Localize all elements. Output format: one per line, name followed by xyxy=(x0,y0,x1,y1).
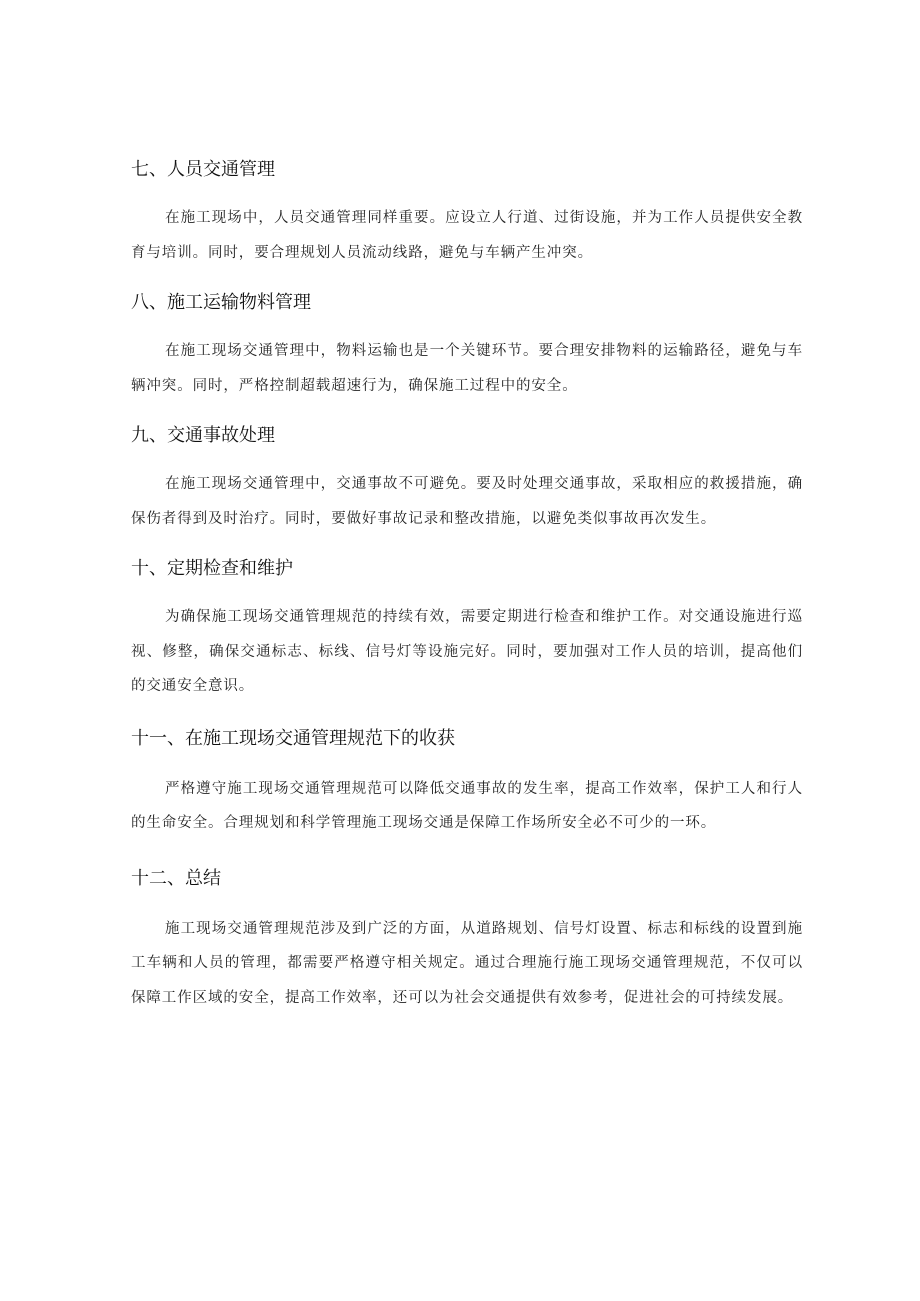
section-heading: 八、施工运输物料管理 xyxy=(131,292,311,313)
section-heading: 十二、总结 xyxy=(131,867,221,889)
section-paragraph: 在施工现场中，人员交通管理同样重要。应设立人行道、过街设施，并为工作人员提供安全教育与培训。同时，要合理规划人员流动线路，避免与车辆产生冲突。 xyxy=(131,210,803,261)
section-accident-handling xyxy=(131,421,803,536)
section-paragraph: 为确保施工现场交通管理规范的持续有效，需要定期进行检查和维护工作。对交通设施进行巡视、修整，确保交通标志、标线、信号灯等设施完好。同时，要加强对工作人员的培训，提高他们的交通安全意识。 xyxy=(131,609,803,694)
document-body xyxy=(131,155,803,1015)
section-summary xyxy=(131,864,803,1016)
section-benefits xyxy=(131,724,803,841)
section-paragraph: 严格遵守施工现场交通管理规范可以降低交通事故的发生率，提高工作效率，保护工人和行人的生命安全。合理规划和科学管理施工现场交通是保障工作场所安全必不可少的一环。 xyxy=(131,780,803,831)
section-inspection-maintenance xyxy=(131,554,803,704)
section-heading: 七、人员交通管理 xyxy=(131,159,275,180)
section-personnel-traffic xyxy=(131,155,803,270)
section-paragraph: 在施工现场交通管理中，交通事故不可避免。要及时处理交通事故，采取相应的救援措施，确保伤者得到及时治疗。同时，要做好事故记录和整改措施，以避免类似事故再次发生。 xyxy=(131,476,803,527)
section-heading: 十一、在施工现场交通管理规范下的收获 xyxy=(131,727,455,749)
section-heading: 十、定期检查和维护 xyxy=(131,558,293,579)
section-material-transport xyxy=(131,288,803,403)
section-heading: 九、交通事故处理 xyxy=(131,425,275,446)
section-paragraph: 在施工现场交通管理中，物料运输也是一个关键环节。要合理安排物料的运输路径，避免与车辆冲突。同时，严格控制超载超速行为，确保施工过程中的安全。 xyxy=(131,343,803,394)
section-paragraph: 施工现场交通管理规范涉及到广泛的方面，从道路规划、信号灯设置、标志和标线的设置到施工车辆和人员的管理，都需要严格遵守相关规定。通过合理施行施工现场交通管理规范，不仅可以保障工作区域的安全，提高工作效率，还可以为社会交通提供有效参考，促进社会的可持续发展。 xyxy=(131,920,803,1006)
